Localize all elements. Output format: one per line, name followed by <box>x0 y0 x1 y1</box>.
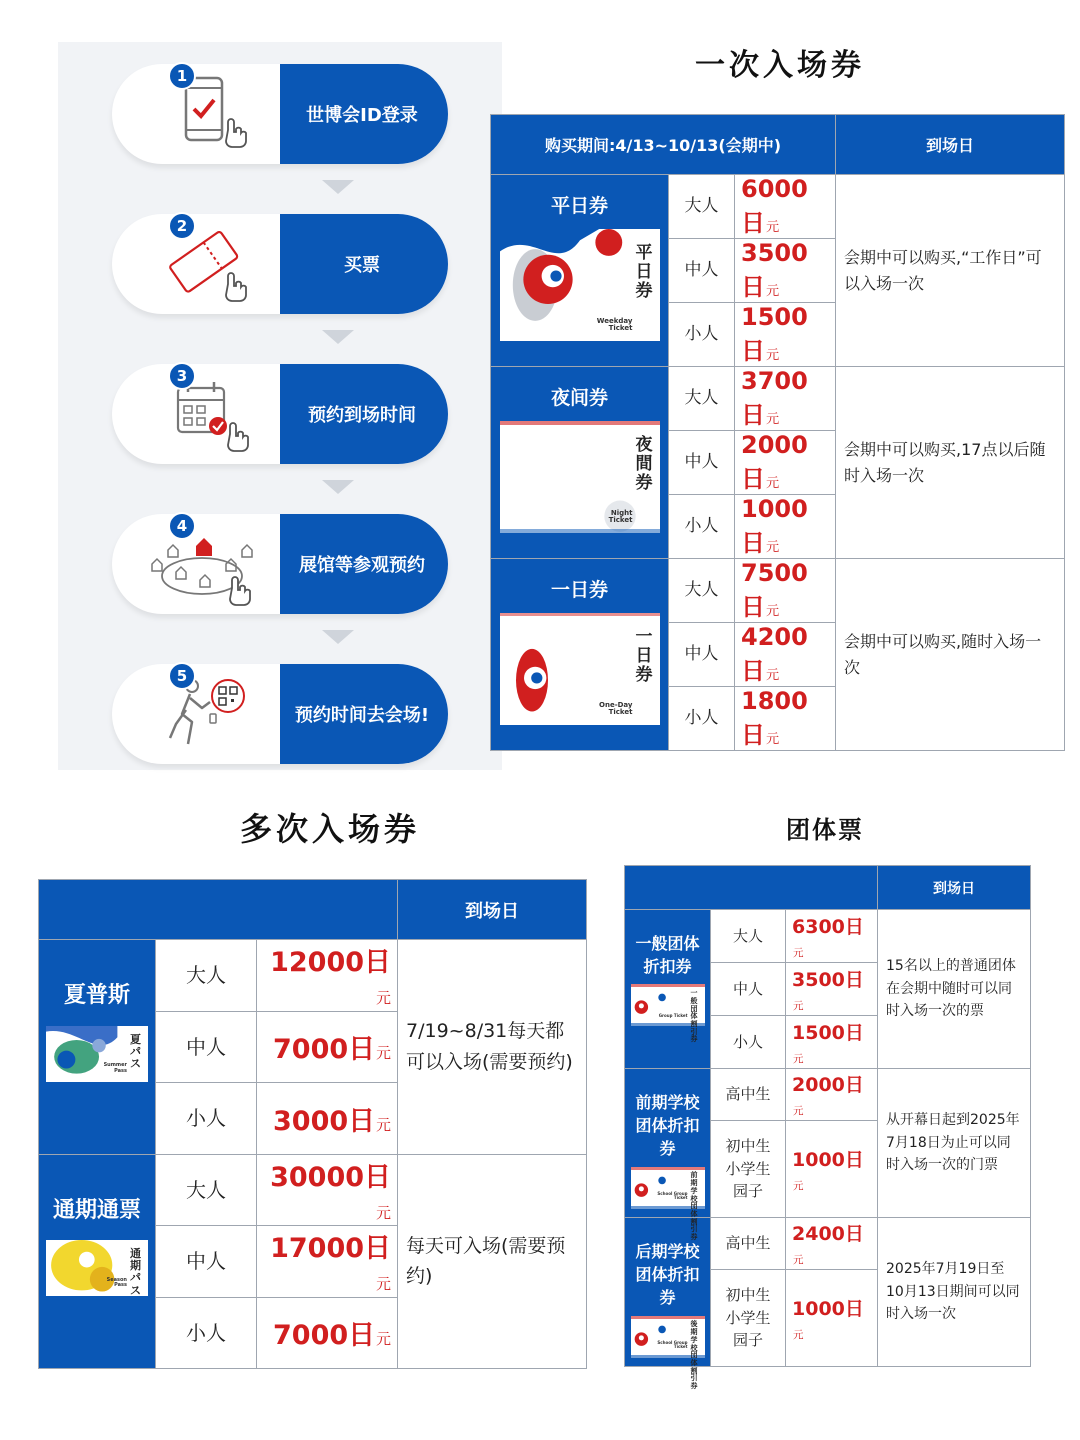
audience-label: 初中生 小学生 园子 <box>725 1137 771 1201</box>
entry-description-cell <box>878 1069 1031 1218</box>
price-value: 3500 <box>741 239 808 267</box>
price-cell <box>257 1011 398 1083</box>
price-unit-ri: 日 <box>741 465 765 493</box>
ticket-vertical-label: 一日券 <box>635 627 653 685</box>
ticket-category-name: 后期学校团体折扣券 <box>635 1242 700 1308</box>
audience-cell <box>669 495 735 559</box>
down-arrow-icon <box>322 330 354 344</box>
step-login <box>112 64 448 164</box>
price-unit-yuan: 元 <box>376 1044 392 1063</box>
price-unit-yuan: 元 <box>766 412 780 427</box>
price-unit-yuan: 元 <box>793 1105 804 1117</box>
price-value: 12000 <box>270 947 365 979</box>
price-cell <box>735 559 836 623</box>
ticket-category-cell <box>39 1154 156 1369</box>
table-row <box>491 559 1065 623</box>
entry-description: 会期中可以购买,17点以后随时入场一次 <box>844 439 1046 485</box>
entry-description: 会期中可以购买,“工作日”可以入场一次 <box>844 247 1042 293</box>
audience-label: 小人 <box>684 707 719 728</box>
ticket-vertical-label: 平日券 <box>635 243 653 301</box>
group-header-blank <box>625 866 878 910</box>
ticket-image <box>46 1240 148 1296</box>
ticket-category-name: 一日券 <box>550 579 608 601</box>
step-buy <box>112 214 448 314</box>
price-unit-yuan: 元 <box>793 946 804 959</box>
ticket-english-label: Season Pass <box>106 1276 127 1289</box>
pavilion-map-icon <box>146 524 256 604</box>
table-row <box>39 940 587 1012</box>
price-unit-ri: 日 <box>741 337 765 365</box>
entry-description-cell <box>878 1218 1031 1367</box>
price-unit-yuan: 元 <box>793 1328 804 1341</box>
price-cell <box>735 623 836 687</box>
audience-label: 大人 <box>186 1177 226 1202</box>
price-unit-ri: 日 <box>741 401 765 429</box>
entry-description: 2025年7月19日至10月13日期间可以同时入场一次 <box>886 1261 1020 1323</box>
price-unit-ri: 日 <box>364 947 392 979</box>
price-value: 1500 <box>792 1021 845 1044</box>
step-label: 预约到场时间 <box>280 364 448 464</box>
ticket-english-label: School Group Ticket <box>657 1191 688 1201</box>
multi-ticket-table <box>38 879 587 1369</box>
ticket-english-label: Night Ticket <box>608 508 633 525</box>
price-cell <box>735 239 836 303</box>
audience-label: 中人 <box>684 259 719 280</box>
price-value: 4200 <box>741 623 808 651</box>
price-unit-yuan: 元 <box>376 1330 392 1349</box>
price-cell <box>735 367 836 431</box>
ticket-image <box>500 229 660 341</box>
group-ticket-title: 团体票 <box>786 816 864 844</box>
audience-cell <box>711 1270 786 1367</box>
price-value: 6000 <box>741 175 808 203</box>
price-cell <box>786 1218 878 1270</box>
audience-cell <box>669 175 735 239</box>
ticket-category-cell <box>625 1069 711 1241</box>
ticket-image <box>46 1026 148 1082</box>
price-unit-yuan: 元 <box>376 1115 392 1134</box>
price-unit-ri: 日 <box>844 1074 864 1096</box>
table-row <box>625 1218 1031 1270</box>
price-unit-ri: 日 <box>364 1161 392 1193</box>
ticket-category-cell <box>491 175 669 367</box>
price-value: 17000 <box>270 1233 365 1265</box>
entry-description-cell <box>836 367 1065 559</box>
price-cell <box>735 303 836 367</box>
price-cell <box>786 910 878 963</box>
price-unit-ri: 日 <box>844 968 864 991</box>
audience-cell <box>156 1083 257 1155</box>
multi-ticket-title: 多次入场券 <box>239 810 420 848</box>
table-row <box>491 367 1065 431</box>
price-unit-yuan: 元 <box>766 540 780 555</box>
audience-label: 中人 <box>732 979 763 998</box>
step-pavilion-reserve <box>112 514 448 614</box>
price-value: 1800 <box>741 687 808 715</box>
entry-description: 从开幕日起到2025年7月18日为止可以同时入场一次的门票 <box>886 1112 1020 1174</box>
audience-label: 大人 <box>186 963 226 988</box>
price-value: 2000 <box>741 431 808 459</box>
price-value: 3000 <box>273 1105 349 1137</box>
price-value: 3700 <box>741 367 808 395</box>
price-value: 7000 <box>273 1320 349 1352</box>
price-cell <box>786 1121 878 1218</box>
entry-day-header: 到场日 <box>878 866 1031 910</box>
price-unit-yuan: 元 <box>376 1203 392 1222</box>
audience-cell <box>156 1297 257 1369</box>
price-cell <box>735 495 836 559</box>
ticket-vertical-label: 一般団体割引券 <box>690 989 698 1044</box>
price-value: 1000 <box>792 1297 845 1320</box>
price-unit-ri: 日 <box>364 1233 392 1265</box>
price-cell <box>257 1154 398 1226</box>
price-unit-ri: 日 <box>741 273 765 301</box>
audience-cell <box>711 963 786 1016</box>
price-value: 7500 <box>741 559 808 587</box>
audience-label: 高中生 <box>725 1234 771 1253</box>
ticket-vertical-label: 後期学校団体割引券 <box>690 1320 698 1390</box>
ticket-image <box>500 421 660 533</box>
audience-label: 大人 <box>684 387 719 408</box>
audience-cell <box>669 623 735 687</box>
ticket-image <box>631 984 705 1044</box>
entry-description-cell <box>836 175 1065 367</box>
price-unit-yuan: 元 <box>376 1275 392 1294</box>
price-unit-yuan: 元 <box>766 348 780 363</box>
audience-label: 小人 <box>684 323 719 344</box>
price-cell <box>257 1297 398 1369</box>
price-unit-yuan: 元 <box>766 476 780 491</box>
audience-cell <box>711 1069 786 1121</box>
price-unit-ri: 日 <box>844 1021 864 1044</box>
ticket-icon <box>156 224 256 304</box>
single-ticket-title: 一次入场券 <box>695 48 865 83</box>
price-cell <box>786 1069 878 1121</box>
price-unit-yuan: 元 <box>793 1052 804 1065</box>
price-cell <box>735 431 836 495</box>
down-arrow-icon <box>322 630 354 644</box>
ticket-image <box>631 1316 705 1390</box>
entry-day-header: 到场日 <box>398 880 587 940</box>
ticket-vertical-label: 夏パス <box>130 1032 141 1070</box>
price-unit-ri: 日 <box>844 1297 864 1320</box>
table-row <box>625 910 1031 963</box>
audience-cell <box>669 431 735 495</box>
ticket-category-name: 夏普斯 <box>63 983 130 1008</box>
entry-description-cell <box>836 559 1065 751</box>
entry-description: 会期中可以购买,随时入场一次 <box>844 631 1042 677</box>
step-label: 预约时间去会场! <box>280 664 448 764</box>
price-unit-yuan: 元 <box>793 1179 804 1192</box>
audience-cell <box>669 303 735 367</box>
price-cell <box>257 1226 398 1298</box>
audience-label: 小人 <box>186 1320 226 1345</box>
price-value: 1000 <box>741 495 808 523</box>
ticket-category-name: 前期学校团体折扣券 <box>635 1093 700 1159</box>
step-go-venue <box>112 664 448 764</box>
audience-label: 中人 <box>684 451 719 472</box>
price-cell <box>257 940 398 1012</box>
multi-header-blank <box>39 880 398 940</box>
price-cell <box>257 1083 398 1155</box>
step-reserve-time <box>112 364 448 464</box>
price-value: 7000 <box>273 1034 349 1066</box>
audience-label: 中人 <box>186 1249 226 1274</box>
price-unit-yuan: 元 <box>376 989 392 1008</box>
audience-cell <box>156 1154 257 1226</box>
ticket-vertical-label: 前期学校団体割引券 <box>690 1171 698 1241</box>
entry-description: 每天可入场(需要预约) <box>406 1234 566 1288</box>
price-unit-ri: 日 <box>741 209 765 237</box>
step-label: 世博会ID登录 <box>280 64 448 164</box>
audience-cell <box>156 940 257 1012</box>
price-unit-ri: 日 <box>844 1148 864 1171</box>
price-unit-ri: 日 <box>348 1320 376 1352</box>
entry-description-cell <box>398 1154 587 1369</box>
price-cell <box>786 1270 878 1367</box>
audience-cell <box>669 687 735 751</box>
audience-label: 小人 <box>684 515 719 536</box>
audience-cell <box>156 1011 257 1083</box>
price-value: 1500 <box>741 303 808 331</box>
ticket-vertical-label: 通期パス <box>130 1247 141 1297</box>
price-unit-ri: 日 <box>741 657 765 685</box>
audience-label: 大人 <box>732 926 763 945</box>
price-unit-ri: 日 <box>844 915 864 938</box>
price-unit-ri: 日 <box>741 529 765 557</box>
ticket-category-cell <box>491 559 669 751</box>
group-ticket-table <box>624 865 1031 1390</box>
single-ticket-table <box>490 114 1065 751</box>
step-label: 展馆等参观预约 <box>280 514 448 614</box>
ticket-english-label: Group Ticket <box>658 1013 688 1019</box>
entry-description: 7/19~8/31每天都可以入场(需要预约) <box>406 1020 573 1073</box>
price-unit-ri: 日 <box>348 1105 376 1137</box>
audience-label: 中人 <box>684 643 719 664</box>
audience-label: 小人 <box>732 1032 763 1051</box>
audience-cell <box>669 559 735 623</box>
down-arrow-icon <box>322 480 354 494</box>
price-unit-ri: 日 <box>348 1034 376 1066</box>
step-label: 买票 <box>280 214 448 314</box>
audience-label: 高中生 <box>725 1085 771 1104</box>
price-unit-ri: 日 <box>741 721 765 749</box>
ticket-image <box>631 1167 705 1241</box>
ticket-category-name: 一般团体折扣券 <box>635 934 700 977</box>
price-unit-ri: 日 <box>844 1223 864 1245</box>
ticket-vertical-label: 夜間券 <box>635 435 653 493</box>
audience-label: 中人 <box>186 1034 226 1059</box>
step-number: 2 <box>168 212 196 240</box>
price-unit-yuan: 元 <box>793 1254 804 1266</box>
price-unit-yuan: 元 <box>766 604 780 619</box>
audience-cell <box>156 1226 257 1298</box>
ticket-english-label: Summer Pass <box>103 1062 127 1074</box>
table-row <box>39 1154 587 1226</box>
ticket-english-label: School Group Ticket <box>657 1340 688 1350</box>
step-number: 4 <box>168 512 196 540</box>
table-row <box>491 175 1065 239</box>
audience-label: 小人 <box>186 1106 226 1131</box>
table-row <box>625 1069 1031 1121</box>
audience-cell <box>711 910 786 963</box>
price-unit-yuan: 元 <box>766 732 780 747</box>
price-unit-yuan: 元 <box>793 999 804 1012</box>
price-cell <box>735 175 836 239</box>
price-value: 2400 <box>792 1223 845 1245</box>
price-value: 6300 <box>792 915 845 938</box>
ticket-english-label: One-Day Ticket <box>599 700 633 717</box>
purchase-period-header: 购买期间:4/13~10/13(会期中) <box>491 115 836 175</box>
ticket-image <box>500 613 660 725</box>
ticket-category-name: 通期通票 <box>52 1197 141 1223</box>
audience-label: 大人 <box>684 195 719 216</box>
price-unit-yuan: 元 <box>766 220 780 235</box>
price-value: 1000 <box>792 1148 845 1171</box>
step-number: 1 <box>168 62 196 90</box>
step-number: 5 <box>168 662 196 690</box>
audience-cell <box>669 367 735 431</box>
price-value: 2000 <box>792 1074 845 1096</box>
price-cell <box>786 1016 878 1069</box>
audience-cell <box>711 1016 786 1069</box>
walk-qr-icon <box>156 674 256 754</box>
price-unit-yuan: 元 <box>766 284 780 299</box>
entry-day-header: 到场日 <box>836 115 1065 175</box>
entry-description: 15名以上的普通团体在会期中随时可以同时入场一次的票 <box>886 958 1016 1020</box>
step-number: 3 <box>168 362 196 390</box>
price-cell <box>786 963 878 1016</box>
audience-label: 大人 <box>684 579 719 600</box>
audience-cell <box>711 1121 786 1218</box>
audience-cell <box>669 239 735 303</box>
ticket-category-cell <box>39 940 156 1155</box>
price-value: 3500 <box>792 968 845 991</box>
ticket-category-cell <box>491 367 669 559</box>
ticket-category-name: 平日券 <box>550 195 608 217</box>
calendar-check-icon <box>156 374 256 454</box>
audience-label: 初中生 小学生 园子 <box>725 1286 771 1350</box>
ticket-english-label: Weekday Ticket <box>596 316 633 333</box>
price-unit-ri: 日 <box>741 593 765 621</box>
price-value: 30000 <box>270 1161 365 1193</box>
steps-panel <box>58 42 502 770</box>
entry-description-cell <box>878 910 1031 1069</box>
down-arrow-icon <box>322 180 354 194</box>
phone-check-icon <box>156 74 256 154</box>
price-cell <box>735 687 836 751</box>
entry-description-cell <box>398 940 587 1155</box>
ticket-category-cell <box>625 910 711 1069</box>
ticket-category-name: 夜间券 <box>550 387 608 409</box>
price-unit-yuan: 元 <box>766 668 780 683</box>
audience-cell <box>711 1218 786 1270</box>
